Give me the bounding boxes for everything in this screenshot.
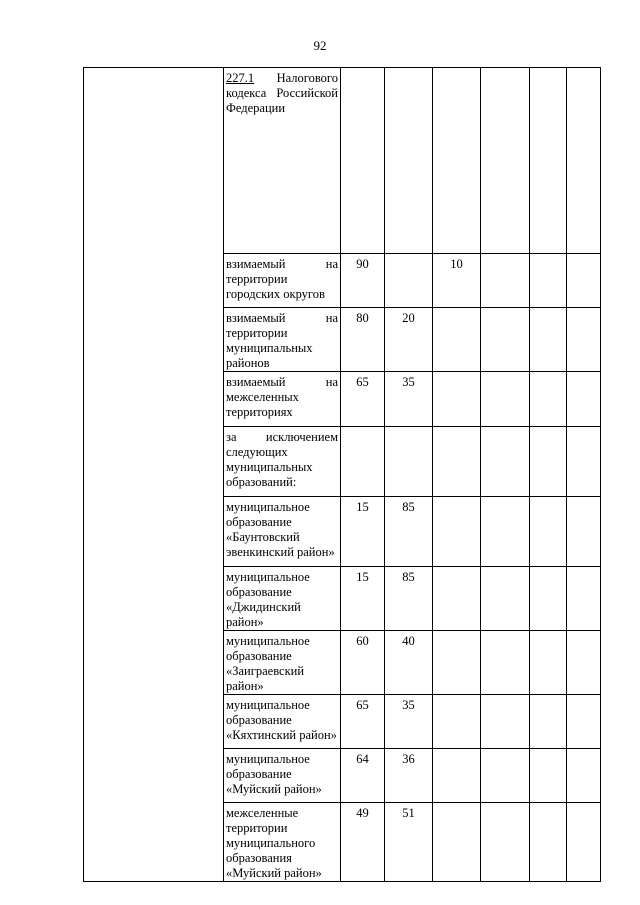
value-cell-c5 xyxy=(530,254,567,308)
table-body xyxy=(84,68,601,882)
value-cell-c2 xyxy=(385,254,433,308)
value-cell-c5 xyxy=(530,631,567,695)
description-cell: 227.1 Налогового кодекса Российской Федерации xyxy=(224,68,341,254)
value-cell-c4 xyxy=(481,254,530,308)
value-cell-c1: 90 xyxy=(341,254,385,308)
description-cell: муниципальное образование «Заиграевский район» xyxy=(224,631,341,695)
value-cell-c3 xyxy=(433,427,481,497)
value-cell-c5 xyxy=(530,803,567,882)
value-cell-c5 xyxy=(530,695,567,749)
empty-cell xyxy=(567,749,601,803)
empty-cell xyxy=(567,567,601,631)
description-cell: муниципальное образование «Кяхтинский район» xyxy=(224,695,341,749)
value-cell-c2 xyxy=(385,68,433,254)
value-cell-c3 xyxy=(433,749,481,803)
description-cell: муниципальное образование «Баунтовский эвенкинский район» xyxy=(224,497,341,567)
value-cell-c1: 15 xyxy=(341,497,385,567)
value-cell-c1 xyxy=(341,427,385,497)
description-cell: муниципальное образование «Джидинский район» xyxy=(224,567,341,631)
value-cell-c3 xyxy=(433,497,481,567)
empty-cell xyxy=(567,372,601,427)
value-cell-c4 xyxy=(481,308,530,372)
empty-cell xyxy=(567,497,601,567)
value-cell-c2: 40 xyxy=(385,631,433,695)
description-cell: муниципальное образование «Муйский район» xyxy=(224,749,341,803)
value-cell-c3 xyxy=(433,695,481,749)
value-cell-c4 xyxy=(481,695,530,749)
page-number: 92 xyxy=(313,38,327,53)
value-cell-c4 xyxy=(481,372,530,427)
value-cell-c4 xyxy=(481,68,530,254)
budget-distribution-table xyxy=(83,67,601,882)
value-cell-c2: 35 xyxy=(385,372,433,427)
value-cell-c3 xyxy=(433,631,481,695)
value-cell-c2: 35 xyxy=(385,695,433,749)
description-cell: взимаемый на территории муниципальных районов xyxy=(224,308,341,372)
value-cell-c1: 49 xyxy=(341,803,385,882)
description-cell: межселенные территории муниципального образования «Муйский район» xyxy=(224,803,341,882)
value-cell-c3 xyxy=(433,803,481,882)
value-cell-c2: 51 xyxy=(385,803,433,882)
value-cell-c2: 20 xyxy=(385,308,433,372)
value-cell-c5 xyxy=(530,427,567,497)
value-cell-c5 xyxy=(530,372,567,427)
value-cell-c4 xyxy=(481,427,530,497)
value-cell-c4 xyxy=(481,631,530,695)
value-cell-c3: 10 xyxy=(433,254,481,308)
value-cell-c5 xyxy=(530,68,567,254)
left-blank-cell xyxy=(84,68,224,882)
value-cell-c2: 85 xyxy=(385,497,433,567)
value-cell-c1 xyxy=(341,68,385,254)
value-cell-c2 xyxy=(385,427,433,497)
value-cell-c5 xyxy=(530,567,567,631)
empty-cell xyxy=(567,631,601,695)
value-cell-c4 xyxy=(481,567,530,631)
value-cell-c1: 65 xyxy=(341,695,385,749)
value-cell-c5 xyxy=(530,749,567,803)
value-cell-c1: 65 xyxy=(341,372,385,427)
empty-cell xyxy=(567,254,601,308)
value-cell-c1: 15 xyxy=(341,567,385,631)
value-cell-c3 xyxy=(433,308,481,372)
value-cell-c5 xyxy=(530,497,567,567)
value-cell-c1: 60 xyxy=(341,631,385,695)
value-cell-c2: 85 xyxy=(385,567,433,631)
description-cell: за исключением следующих муниципальных образований: xyxy=(224,427,341,497)
value-cell-c4 xyxy=(481,749,530,803)
value-cell-c1: 80 xyxy=(341,308,385,372)
value-cell-c3 xyxy=(433,372,481,427)
value-cell-c2: 36 xyxy=(385,749,433,803)
value-cell-c4 xyxy=(481,497,530,567)
description-cell: взимаемый на межселенных территориях xyxy=(224,372,341,427)
empty-cell xyxy=(567,695,601,749)
empty-cell xyxy=(567,68,601,254)
table-row xyxy=(84,68,601,254)
value-cell-c5 xyxy=(530,308,567,372)
empty-cell xyxy=(567,427,601,497)
value-cell-c4 xyxy=(481,803,530,882)
value-cell-c3 xyxy=(433,68,481,254)
value-cell-c3 xyxy=(433,567,481,631)
empty-cell xyxy=(567,803,601,882)
description-cell: взимаемый на территории городских округов xyxy=(224,254,341,308)
value-cell-c1: 64 xyxy=(341,749,385,803)
empty-cell xyxy=(567,308,601,372)
